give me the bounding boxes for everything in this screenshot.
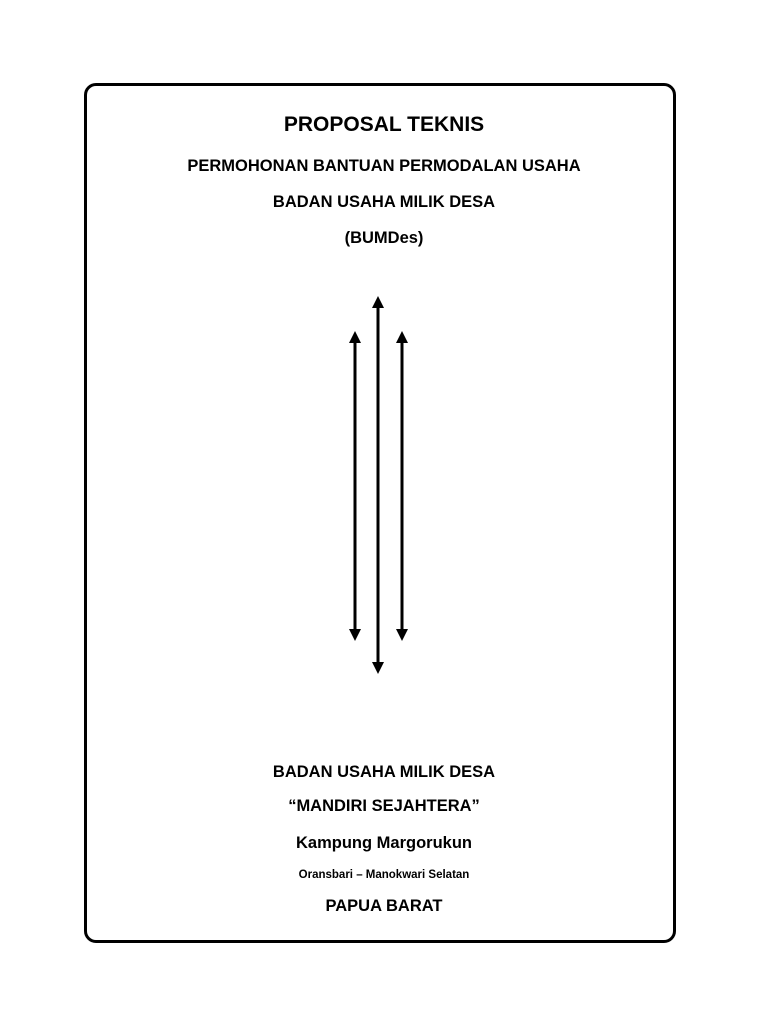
double-arrow-right-icon <box>396 331 408 641</box>
subtitle-request: PERMOHONAN BANTUAN PERMODALAN USAHA <box>187 157 581 175</box>
subtitle-acronym: (BUMDes) <box>344 229 424 247</box>
double-arrow-center-icon <box>372 296 384 674</box>
province-name: PAPUA BARAT <box>325 897 443 915</box>
proposal-title: PROPOSAL TEKNIS <box>283 113 485 136</box>
subtitle-entity: BADAN USAHA MILIK DESA <box>272 193 496 211</box>
district-name: Oransbari – Manokwari Selatan <box>298 869 470 881</box>
village-name: Kampung Margorukun <box>296 834 472 852</box>
double-arrow-left-icon <box>349 331 361 641</box>
organization-name: “MANDIRI SEJAHTERA” <box>288 797 480 815</box>
triple-double-headed-arrow-icon <box>330 290 430 680</box>
organization-type: BADAN USAHA MILIK DESA <box>272 763 496 781</box>
